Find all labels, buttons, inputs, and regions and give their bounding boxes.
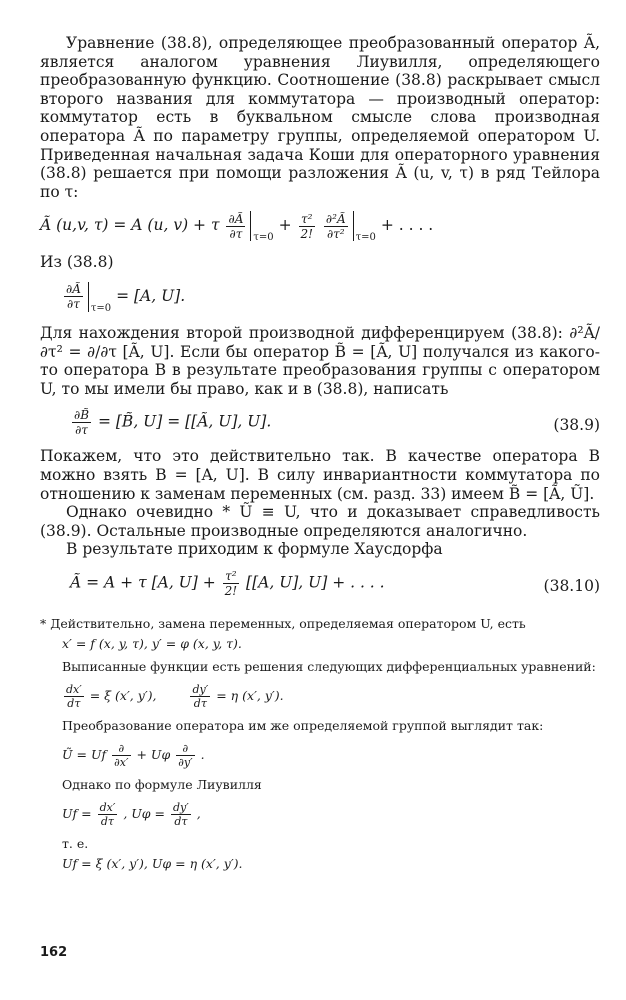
- fraction: [190, 683, 210, 710]
- subscript: τ=0: [355, 232, 376, 244]
- footnote-text5: т. е.: [62, 835, 89, 851]
- footnote-eq1: x′ = f (x, y, τ), y′ = φ (x, y, τ).: [62, 635, 242, 651]
- fraction: [112, 742, 130, 769]
- equation-rhs: [[A, U], U] + . . . .: [246, 573, 385, 592]
- fraction: [64, 282, 83, 311]
- first-derivative-rhs: = [A, U].: [116, 286, 186, 305]
- numerator: ∂: [112, 742, 130, 756]
- eq3-lhs: Ũ = Uf: [62, 746, 107, 762]
- numerator: dx′: [66, 682, 82, 696]
- footnote-eq4: [62, 801, 600, 828]
- denominator: 2!: [300, 226, 313, 241]
- paragraph-2: Для нахождения второй производной дифференцируем (38.8): ∂²Ã/∂τ² = ∂/∂τ [Ã, U]. Если бы оператор B̃ = [Ã, U] получался из какого-то оператора B в результате преобразования группы с оператором U, то мы имели бы право, как и в (38.8), написать: [40, 323, 600, 398]
- denominator: ∂τ: [75, 423, 88, 438]
- page-content: [40, 34, 600, 879]
- numerator: ∂: [176, 742, 194, 756]
- numerator: dx′: [99, 800, 116, 814]
- fraction: [176, 742, 194, 769]
- eq2b-rhs: = η (x′, y′).: [216, 687, 284, 703]
- equation-number: (38.9): [553, 416, 600, 435]
- equation-first-derivative: [62, 282, 600, 314]
- eq4-mid: , Uφ =: [123, 805, 166, 821]
- paragraph-5: В результате приходим к формуле Хаусдорфа: [66, 540, 443, 559]
- numerator: ∂B̃: [74, 408, 90, 423]
- denominator: dτ: [174, 814, 188, 828]
- eq2a-rhs: = ξ (x′, y′),: [89, 687, 157, 703]
- equation-38-9: [70, 408, 600, 437]
- equation-38-10: [70, 569, 600, 598]
- plus-sign: +: [278, 216, 292, 235]
- fraction: [98, 801, 118, 828]
- fraction: [223, 569, 239, 598]
- footnote: [40, 616, 600, 871]
- paragraph-4: Однако очевидно * Ũ ≡ U, что и доказывает справедливость (38.9). Остальные производные определяются аналогично.: [40, 503, 600, 540]
- footnote-text2: Выписанные функции есть решения следующих дифференциальных уравнений:: [62, 658, 596, 674]
- fraction: [171, 801, 191, 828]
- page-number: 162: [40, 945, 68, 960]
- taylor-lhs: Ã (u,v, τ) = A (u, v) + τ: [40, 216, 220, 235]
- footnote-intro: * Действительно, замена переменных, определяемая оператором U, есть: [40, 615, 526, 631]
- paragraph-3: Покажем, что это действительно так. В качестве оператора B можно взять B = [A, U]. В силу инвариантности коммутатора по отношению к заменам переменных (см. разд. 33) имеем B̃ = [Ã, Ũ].: [40, 447, 600, 503]
- fraction: [72, 408, 91, 437]
- equation-taylor: [40, 211, 600, 243]
- eq4-lhs: Uf =: [62, 805, 92, 821]
- denominator: dτ: [193, 696, 207, 710]
- footnote-eq2: [62, 683, 600, 710]
- denominator: dτ: [100, 814, 115, 828]
- footnote-eq5: Uf = ξ (x′, y′), Uφ = η (x′, y′).: [62, 855, 243, 871]
- from-label: Из (38.8): [40, 253, 114, 272]
- numerator: τ²: [223, 569, 239, 584]
- footnote-eq3: [62, 742, 600, 769]
- footnote-text4: Однако по формуле Лиувилля: [62, 776, 262, 792]
- denominator: ∂τ²: [326, 226, 345, 241]
- denominator: ∂τ: [229, 226, 243, 241]
- subscript: τ=0: [253, 232, 274, 244]
- paragraph-1: Уравнение (38.8), определяющее преобразованный оператор Ã, является аналогом уравнения Лиувилля, определяющего преобразованную функцию. Соотношение (38.8) раскрывает смысл второго названия для коммутатора — производный оператор: коммутатор есть в буквальном смысле слова производная оператора Ã по параметру группы, определяемой оператором U. Приведенная начальная задача Коши для операторного уравнения (38.8) решается при помощи разложения Ã (u, v, τ) в ряд Тейлора по τ:: [40, 34, 600, 201]
- denominator: 2!: [224, 583, 238, 598]
- eq3-end: .: [200, 746, 205, 762]
- denominator: ∂τ: [67, 297, 80, 312]
- equation-lhs: Ã = A + τ [A, U] +: [70, 573, 216, 592]
- numerator: ∂²Ã: [325, 211, 346, 226]
- footnote-text3: Преобразование оператора им же определяемой группой выглядит так:: [62, 717, 544, 733]
- numerator: τ²: [299, 212, 315, 227]
- fraction: [226, 212, 245, 241]
- fraction: [324, 212, 348, 241]
- numerator: ∂Ã: [228, 211, 244, 226]
- subscript: τ=0: [90, 302, 112, 314]
- denominator: ∂y′: [178, 755, 193, 769]
- numerator: ∂Ã: [66, 282, 81, 297]
- equation-number: (38.10): [543, 576, 600, 595]
- fraction: [299, 212, 315, 241]
- numerator: dy′: [173, 800, 189, 814]
- denominator: ∂x′: [114, 755, 129, 769]
- equation-rhs: = [B̃, U] = [[Ã, U], U].: [97, 412, 272, 431]
- eq3-mid: + Uφ: [136, 746, 171, 762]
- fraction: [64, 683, 84, 710]
- eq4-end: ,: [196, 805, 201, 821]
- ellipsis: + . . . .: [380, 216, 434, 235]
- numerator: dy′: [192, 682, 209, 696]
- denominator: dτ: [67, 696, 81, 710]
